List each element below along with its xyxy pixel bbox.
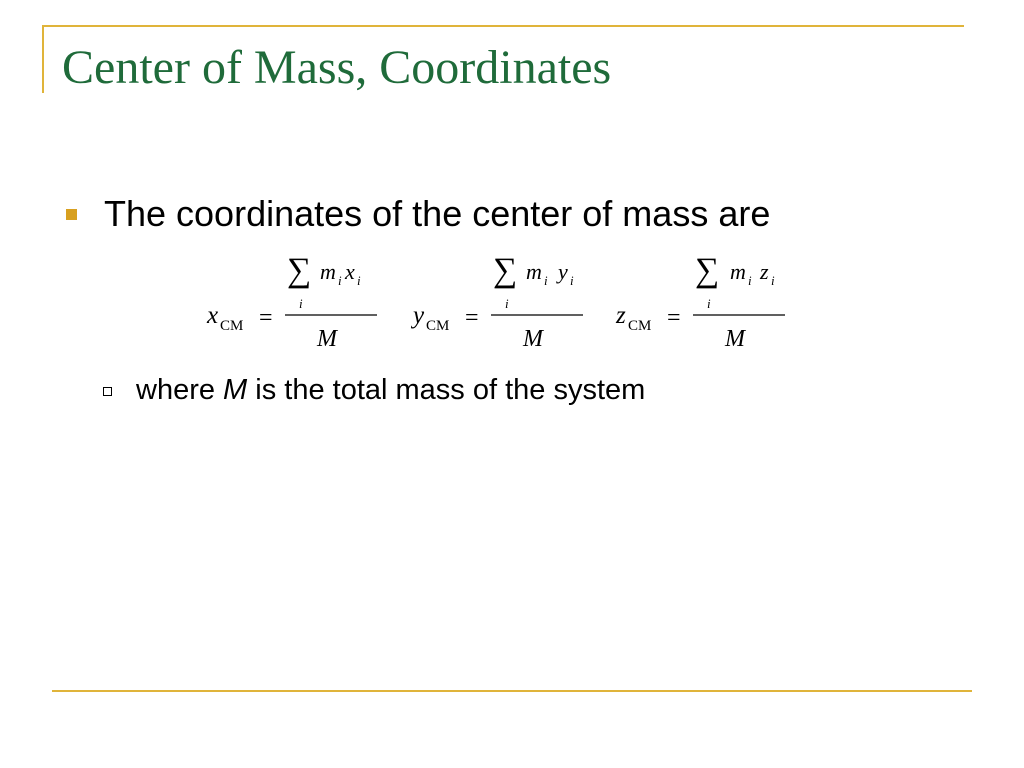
numerator-q-sub: i	[771, 273, 775, 288]
eq-equals: =	[465, 305, 479, 331]
numerator-m-sub: i	[544, 273, 548, 288]
denominator-m: M	[523, 326, 543, 352]
hollow-square-bullet-icon	[103, 387, 112, 396]
denominator-m: M	[725, 326, 745, 352]
sum-index: i	[505, 296, 509, 311]
eq-var: x	[207, 302, 219, 329]
numerator-q: y	[558, 259, 568, 284]
summation-icon: ∑	[695, 252, 720, 289]
y-cm-equation	[410, 252, 583, 352]
x-cm-equation	[206, 252, 377, 352]
denominator-m: M	[317, 326, 337, 352]
z-cm-equation	[615, 252, 785, 352]
eq-var-sub: CM	[426, 318, 450, 334]
numerator-q-sub: i	[357, 273, 361, 288]
numerator-m: m	[320, 259, 336, 284]
numerator-q: x	[345, 259, 355, 284]
bottom-rule	[52, 690, 972, 692]
top-rule	[42, 25, 964, 27]
eq-equals: =	[259, 305, 273, 331]
sub-text-before: where	[136, 374, 224, 406]
mass-variable: M	[223, 374, 248, 406]
numerator-q-sub: i	[570, 273, 574, 288]
sub-bullet-text	[136, 374, 645, 407]
sum-index: i	[707, 296, 711, 311]
eq-var-sub: CM	[628, 318, 652, 334]
summation-icon: ∑	[493, 252, 518, 289]
eq-var: z	[616, 302, 626, 329]
eq-equals: =	[667, 305, 681, 331]
left-rule	[42, 25, 44, 93]
eq-var: y	[413, 302, 425, 329]
numerator-m: m	[730, 259, 746, 284]
square-bullet-icon	[66, 209, 77, 220]
numerator-m: m	[526, 259, 542, 284]
slide-title: Center of Mass, Coordinates	[62, 41, 612, 94]
sum-index: i	[299, 296, 303, 311]
sub-text-after: is the total mass of the system	[247, 374, 646, 406]
numerator-m-sub: i	[338, 273, 342, 288]
numerator-m-sub: i	[748, 273, 752, 288]
eq-var-sub: CM	[220, 318, 244, 334]
bullet-text: The coordinates of the center of mass are	[104, 193, 771, 234]
center-of-mass-equations	[195, 245, 795, 355]
numerator-q: z	[760, 259, 769, 284]
summation-icon: ∑	[287, 252, 312, 289]
